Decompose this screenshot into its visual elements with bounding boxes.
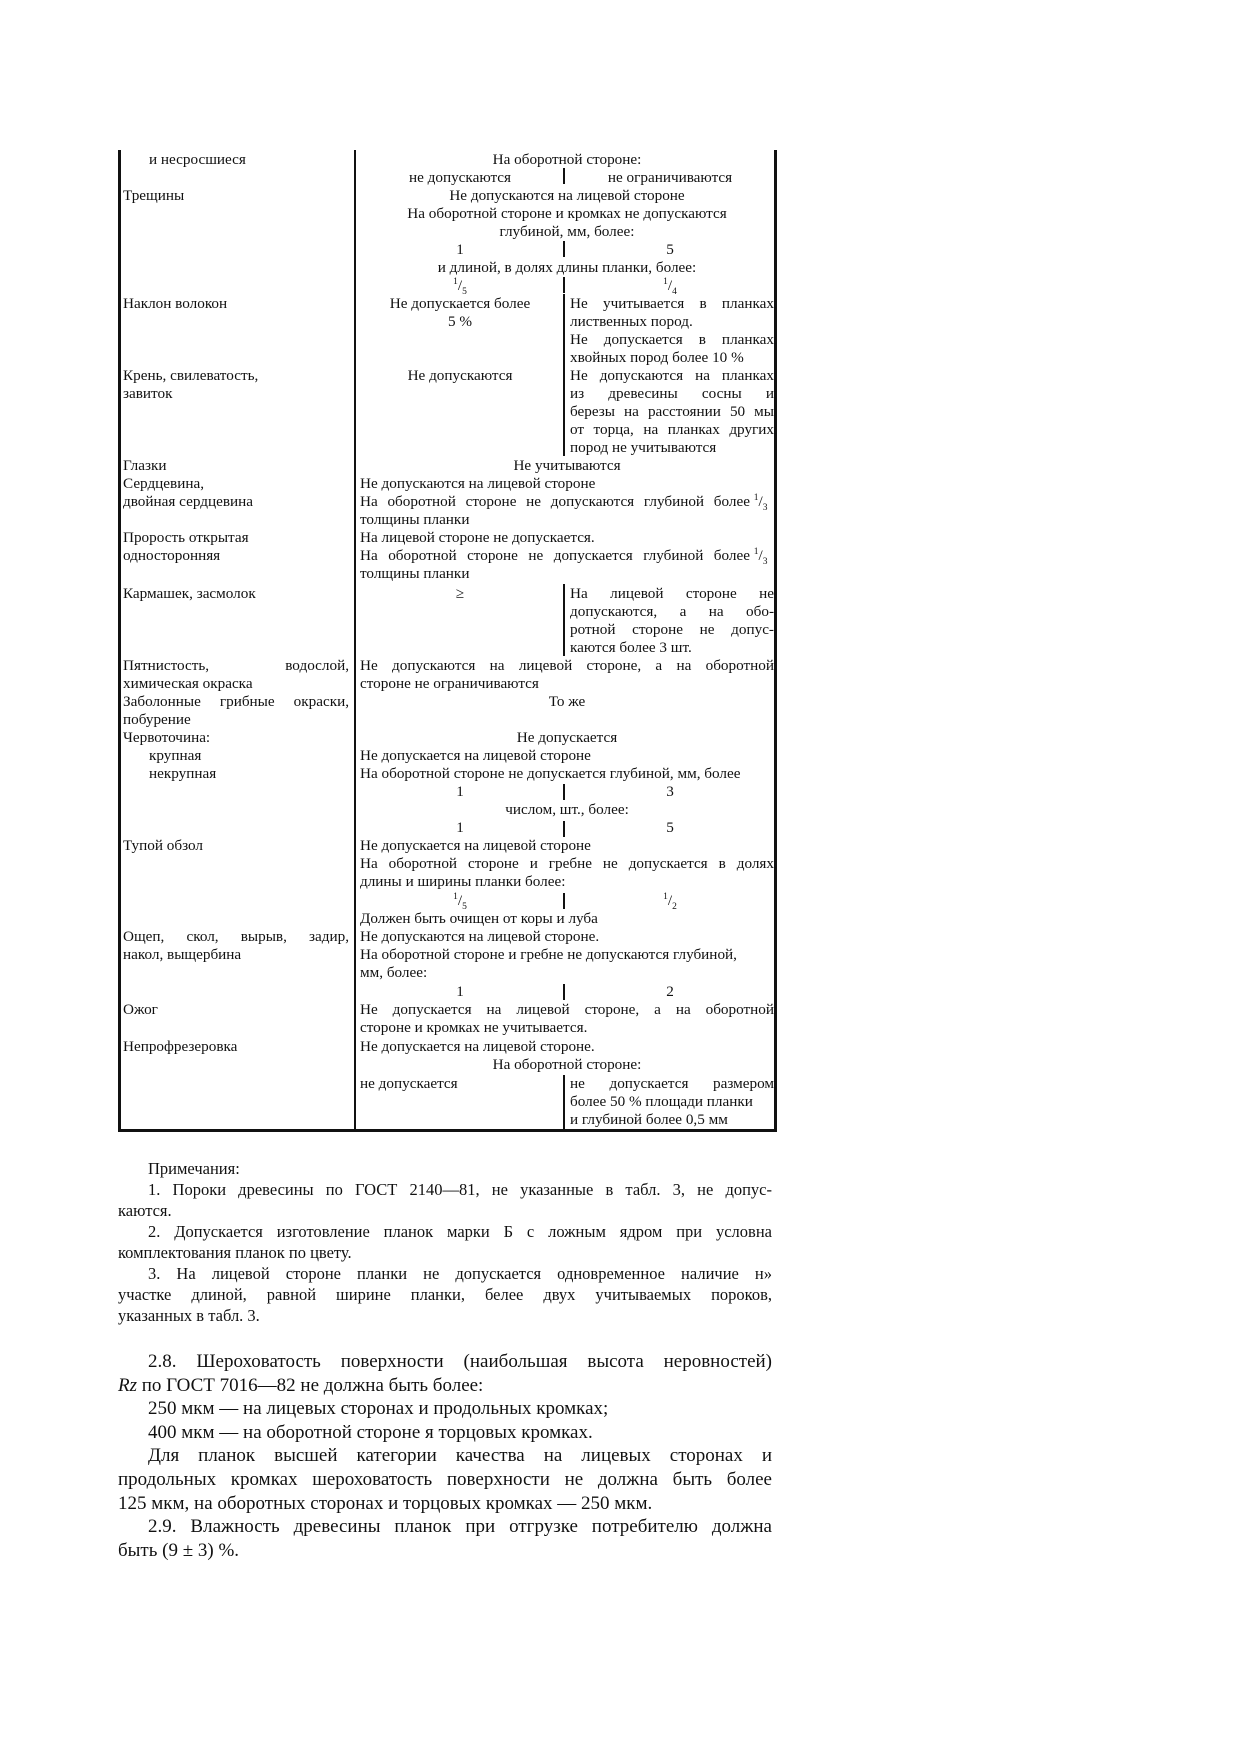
body-text [118,1350,772,1562]
paragraph-line: Для планок высшей категории качества на лицевых сторонах и [148,1445,772,1467]
cell-text: 1 [456,819,464,836]
cell-text: не допускаются [408,169,512,186]
split-divider [563,168,565,184]
cell-text: Не допускается на лицевой стороне [360,747,591,764]
note-line: указанных в табл. 3. [118,1306,260,1325]
cell-text: На лицевой стороне не допускается. [360,529,595,546]
row-label: Ожог [123,1001,158,1018]
cell-text: Должен быть очищен от коры и луба [360,910,598,927]
cell-text: Не допускается более [389,295,531,312]
note-line: комплектования планок по цвету. [118,1243,352,1262]
cell-text: На лицевой стороне не [570,585,774,602]
cell-text: Не учитываются [513,457,621,474]
paragraph-line: 125 мкм, на оборотных сторонах и торцовых кромках — 250 мкм. [118,1492,653,1514]
cell-text: каются более 3 шт. [570,639,692,656]
row-label: Пятнистость, водослой, [123,657,349,674]
split-divider [563,1075,565,1130]
notes-section [118,1158,772,1326]
cell-text: Не допускаются на планках [570,367,774,384]
split-divider [563,893,565,909]
cell-text: 2 [666,983,674,1000]
cell-text: Не допускается на лицевой стороне [360,837,591,854]
cell-text: Не учитывается в планках [570,295,774,312]
cell-text: не допускается размером [570,1075,774,1092]
cell-text: 5 [666,819,674,836]
split-divider [563,984,565,1000]
cell-text: стороне и кромках не учитывается. [360,1019,588,1036]
cell-text: На оборотной стороне не допускаются глубиной более $^1/_3$ [360,492,768,514]
cell-text: На оборотной стороне: [492,1056,642,1073]
note-line: 1. Пороки древесины по ГОСТ 2140—81, не указанные в табл. 3, не допус- [148,1180,772,1199]
split-divider [563,584,565,656]
fraction: $^1/_4$ [663,276,677,298]
cell-text: Не допускаются на лицевой стороне, а на оборотной [360,657,774,674]
fraction: $^1/_5$ [453,276,467,298]
split-divider [563,241,565,257]
cell-text: длины и ширины планки более: [360,873,566,890]
cell-text: от торца, на планках других [570,421,774,438]
cell-text: лиственных пород. [570,313,693,330]
split-divider [563,821,565,837]
paragraph-line: 250 мкм — на лицевых сторонах и продольных кромках; [148,1398,609,1420]
row-label: Трещины [123,187,185,204]
row-label: и несросшиеся [149,151,246,168]
column-divider [354,150,356,1130]
row-label: некрупная [149,765,217,782]
row-label: Глазки [123,457,167,474]
cell-text: более 50 % площади планки [570,1093,753,1110]
split-divider [563,294,565,456]
cell-text: Не допускается на лицевой стороне. [360,1038,595,1055]
cell-text: Не допускается на лицевой стороне, а на оборотной [360,1001,774,1018]
cell-text: глубиной, мм, более: [499,223,635,240]
cell-text: Не допускается [516,729,618,746]
cell-text: 1 [456,783,464,800]
cell-text: и глубиной более 0,5 мм [570,1111,728,1128]
cell-text: ротной стороне не допус- [570,621,774,638]
row-label: Тупой обзол [123,837,203,854]
row-label: химическая окраска [123,675,253,692]
cell-text: Не допускаются на лицевой стороне [449,187,685,204]
cell-text: Не допускаются [407,367,513,384]
cell-text: стороне не ограничиваются [360,675,539,692]
paragraph-line: 2.9. Влажность древесины планок при отгрузке потребителю должна [148,1516,772,1538]
row-label: двойная сердцевина [123,493,253,510]
row-label: Заболонные грибные окраски, [123,693,349,710]
cell-text: Не допускается в планках [570,331,774,348]
note-line: участке длиной, равной ширине планки, белее двух учитываемых пороков, [118,1285,772,1304]
cell-text: 1 [456,983,464,1000]
cell-text: хвойных пород более 10 % [570,349,744,366]
row-label: Наклон волокон [123,295,228,312]
cell-text: ≥ [455,585,465,602]
cell-text: мм, более: [360,964,428,981]
cell-text: березы на расстоянии 50 мы [570,403,774,420]
cell-text: На оборотной стороне и кромках не допускаются [407,205,727,222]
cell-text: допускаются, а на обо- [570,603,774,620]
cell-text: Не допускаются на лицевой стороне. [360,928,600,945]
cell-text: пород не учитываются [570,439,717,456]
row-label: односторонняя [123,547,221,564]
cell-text: 5 % [447,313,473,330]
cell-text: 5 [666,241,674,258]
row-label: Сердцевина, [123,475,205,492]
cell-text: На оборотной стороне не допускается глубиной более $^1/_3$ [360,546,768,568]
cell-text: На оборотной стороне: [492,151,642,168]
row-label: Крень, свилеватость, [123,367,259,384]
cell-text: толщины планки [360,511,470,528]
cell-text: На оборотной стороне и гребне не допускается в долях [360,855,774,872]
paragraph-line: Rz по ГОСТ 7016—82 не должна быть более: [118,1374,484,1396]
fraction: $^1/_2$ [663,891,677,913]
cell-text: не допускается [360,1075,458,1092]
row-label: Кармашек, засмолок [123,585,256,602]
paragraph-line: продольных кромках шероховатость поверхности не должна быть более [118,1468,772,1490]
row-label: накол, выщербина [123,946,242,963]
paragraph-line: 400 мкм — на оборотной стороне я торцовых кромках. [148,1421,593,1443]
cell-text: не ограничиваются [607,169,733,186]
cell-text: То же [548,693,586,710]
cell-text: 3 [666,783,674,800]
row-label: побурение [123,711,191,728]
split-divider [563,784,565,800]
row-label: Червоточина: [123,729,211,746]
cell-text: числом, шт., более: [505,801,629,818]
row-label: Прорость открытая [123,529,249,546]
paragraph-line: быть (9 ± 3) %. [118,1539,240,1561]
cell-text: из древесины сосны и [570,385,774,402]
cell-text: На оборотной стороне и гребне не допускаются глубиной, [360,946,737,963]
cell-text: 1 [456,241,464,258]
cell-text: На оборотной стороне не допускается глубиной, мм, более [360,765,741,782]
note-line: каются. [118,1201,172,1220]
cell-text: и длиной, в долях длины планки, более: [437,259,697,276]
note-line: 3. На лицевой стороне планки не допускается одновременное наличие н» [148,1264,772,1283]
row-label: Непрофрезеровка [123,1038,238,1055]
row-label: крупная [149,747,202,764]
paragraph-line: 2.8. Шероховатость поверхности (наибольшая высота неровностей) [148,1351,772,1372]
row-label: завиток [123,385,173,402]
cell-text: толщины планки [360,565,470,582]
cell-text: Не допускаются на лицевой стороне [360,475,596,492]
note-line: 2. Допускается изготовление планок марки Б с ложным ядром при условна [148,1222,772,1241]
row-label: Ощеп, скол, вырыв, задир, [123,928,349,945]
split-divider [563,277,565,293]
fraction: $^1/_5$ [453,891,467,913]
notes-title: Примечания: [148,1159,240,1178]
